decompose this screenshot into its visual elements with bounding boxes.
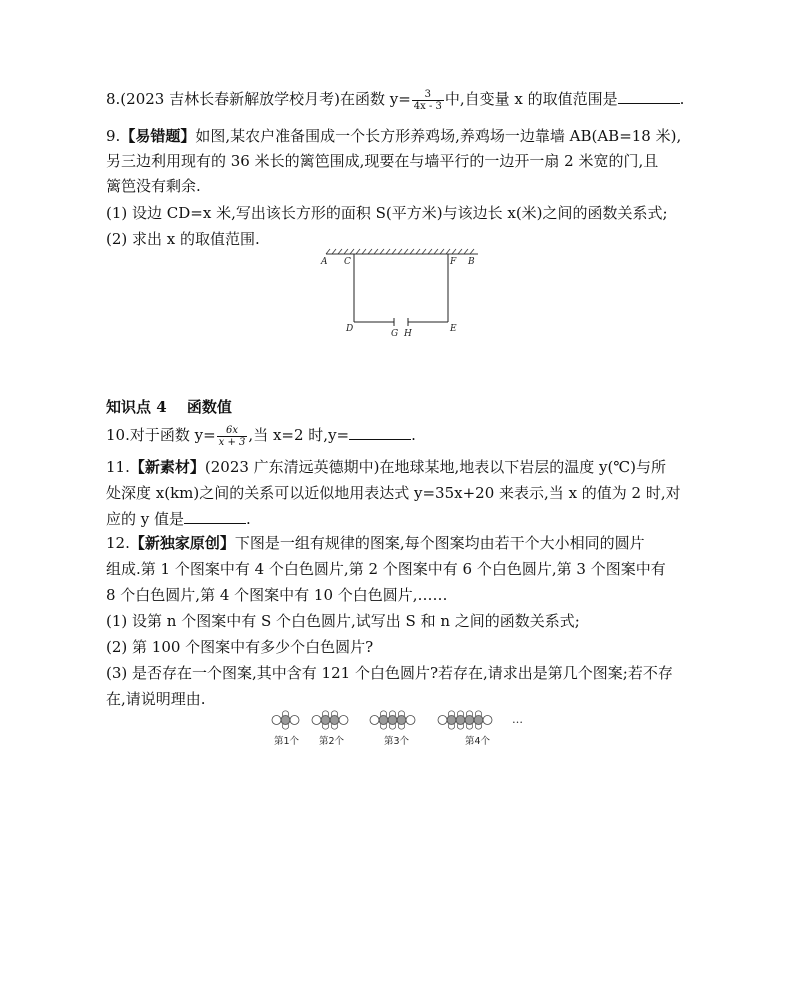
q12-pattern-figure <box>268 708 538 748</box>
label-G: G <box>391 329 399 339</box>
q12-line-3: 8 个白色圆片,第 4 个图案中有 10 个白色圆片,…… <box>106 586 448 604</box>
q12-tag: 【新独家原创】 <box>129 534 235 552</box>
q11-line-1 <box>106 456 666 478</box>
label-B: B <box>468 257 475 267</box>
q12-line-5: (2) 第 100 个图案中有多少个白色圆片? <box>106 638 374 656</box>
question-8 <box>106 88 684 112</box>
q11-text-1: (2023 广东清远英德期中)在地球某地,地表以下岩层的温度 y(℃)与所 <box>204 458 667 476</box>
q10-frac-numerator-text: 6x <box>226 424 239 436</box>
q8-answer-blank[interactable] <box>618 89 680 104</box>
q11-text-3: 应的 y 值是 <box>106 510 185 528</box>
white-circle <box>438 716 447 725</box>
white-circle <box>406 716 415 725</box>
q10-frac-denominator-text: x + 3 <box>218 436 246 448</box>
gray-circle <box>388 716 397 725</box>
q9-line-3: 篱笆没有剩余. <box>106 177 201 195</box>
label-H: H <box>404 329 412 339</box>
q10-prefix: 10.对于函数 y= <box>106 426 216 444</box>
q8-prefix: 8.(2023 吉林长春新解放学校月考)在函数 y= <box>106 90 411 108</box>
q10-frac-denominator <box>217 437 248 448</box>
white-circle <box>339 716 348 725</box>
label-F: F <box>450 257 457 267</box>
q11-line-2: 处深度 x(km)之间的关系可以近似地用表达式 y=35x+20 来表示,当 x 的值为 2 时,对 <box>106 484 681 502</box>
white-circle <box>483 716 492 725</box>
q10-suffix: ,当 x=2 时,y= <box>248 426 350 444</box>
q11-answer-blank[interactable] <box>184 509 246 524</box>
question-10 <box>106 424 416 448</box>
q9-tag: 【易错题】 <box>120 127 196 145</box>
pattern-ellipsis: … <box>512 713 523 726</box>
fence-lines <box>354 254 448 326</box>
gray-circle <box>321 716 330 725</box>
q8-period: . <box>679 90 685 108</box>
white-circle <box>272 716 281 725</box>
q8-frac-denominator: 4x - 3 <box>413 100 442 112</box>
q11-tag: 【新素材】 <box>129 458 205 476</box>
label-D: D <box>346 324 354 334</box>
q12-line-7: 在,请说明理由. <box>106 690 206 708</box>
q10-answer-blank[interactable] <box>349 425 411 440</box>
pattern-label-3: 第3个 <box>384 736 410 747</box>
q9-line-2: 另三边利用现有的 36 米长的篱笆围成,现要在与墙平行的一边开一扇 2 米宽的门,且 <box>106 152 659 170</box>
pattern-label-1: 第1个 <box>274 736 300 747</box>
q12-line-1 <box>106 532 645 554</box>
q12-line-4: (1) 设第 n 个图案中有 S 个白色圆片,试写出 S 和 n 之间的函数关系式; <box>106 612 580 630</box>
section-title: 知识点 4 函数值 <box>106 398 232 416</box>
q10-frac-numerator <box>217 425 248 437</box>
q10-fraction <box>217 425 248 448</box>
white-circle <box>370 716 379 725</box>
pattern-label-2: 第2个 <box>319 736 345 747</box>
q10-period: . <box>411 426 416 444</box>
q8-fraction <box>412 89 444 112</box>
q9-diagram <box>318 246 518 346</box>
white-circle <box>312 716 321 725</box>
pattern-label-4: 第4个 <box>465 736 491 747</box>
gray-circle <box>281 716 290 725</box>
wall-hatching <box>326 249 478 254</box>
pattern-circles <box>272 711 492 729</box>
q8-frac-numerator: 3 <box>412 89 444 101</box>
q9-line-1 <box>106 125 681 147</box>
q11-line-3 <box>106 508 251 530</box>
q9-number: 9. <box>106 127 121 145</box>
gray-circle <box>465 716 474 725</box>
q12-line-2: 组成.第 1 个图案中有 4 个白色圆片,第 2 个图案中有 6 个白色圆片,第 3 个图案中有 <box>106 560 666 578</box>
gray-circle <box>447 716 456 725</box>
gray-circle <box>474 716 483 725</box>
q12-text-1: 下图是一组有规律的图案,每个图案均由若干个大小相同的圆片 <box>234 534 645 552</box>
q9-text-1: 如图,某农户准备围成一个长方形养鸡场,养鸡场一边靠墙 AB(AB=18 米), <box>195 127 682 145</box>
label-C: C <box>344 257 351 267</box>
q9-line-5: (2) 求出 x 的取值范围. <box>106 230 260 248</box>
gray-circle <box>379 716 388 725</box>
gray-circle <box>330 716 339 725</box>
q8-suffix: 中,自变量 x 的取值范围是 <box>444 90 618 108</box>
q9-line-4: (1) 设边 CD=x 米,写出该长方形的面积 S(平方米)与该边长 x(米)之间的函数关系式; <box>106 204 668 222</box>
q11-number: 11. <box>106 458 130 476</box>
white-circle <box>290 716 299 725</box>
q11-period: . <box>246 510 251 528</box>
q12-number: 12. <box>106 534 130 552</box>
label-A: A <box>321 257 328 267</box>
gray-circle <box>397 716 406 725</box>
label-E: E <box>450 324 457 334</box>
q12-line-6: (3) 是否存在一个图案,其中含有 121 个白色圆片?若存在,请求出是第几个图案;若不存 <box>106 664 673 682</box>
gray-circle <box>456 716 465 725</box>
